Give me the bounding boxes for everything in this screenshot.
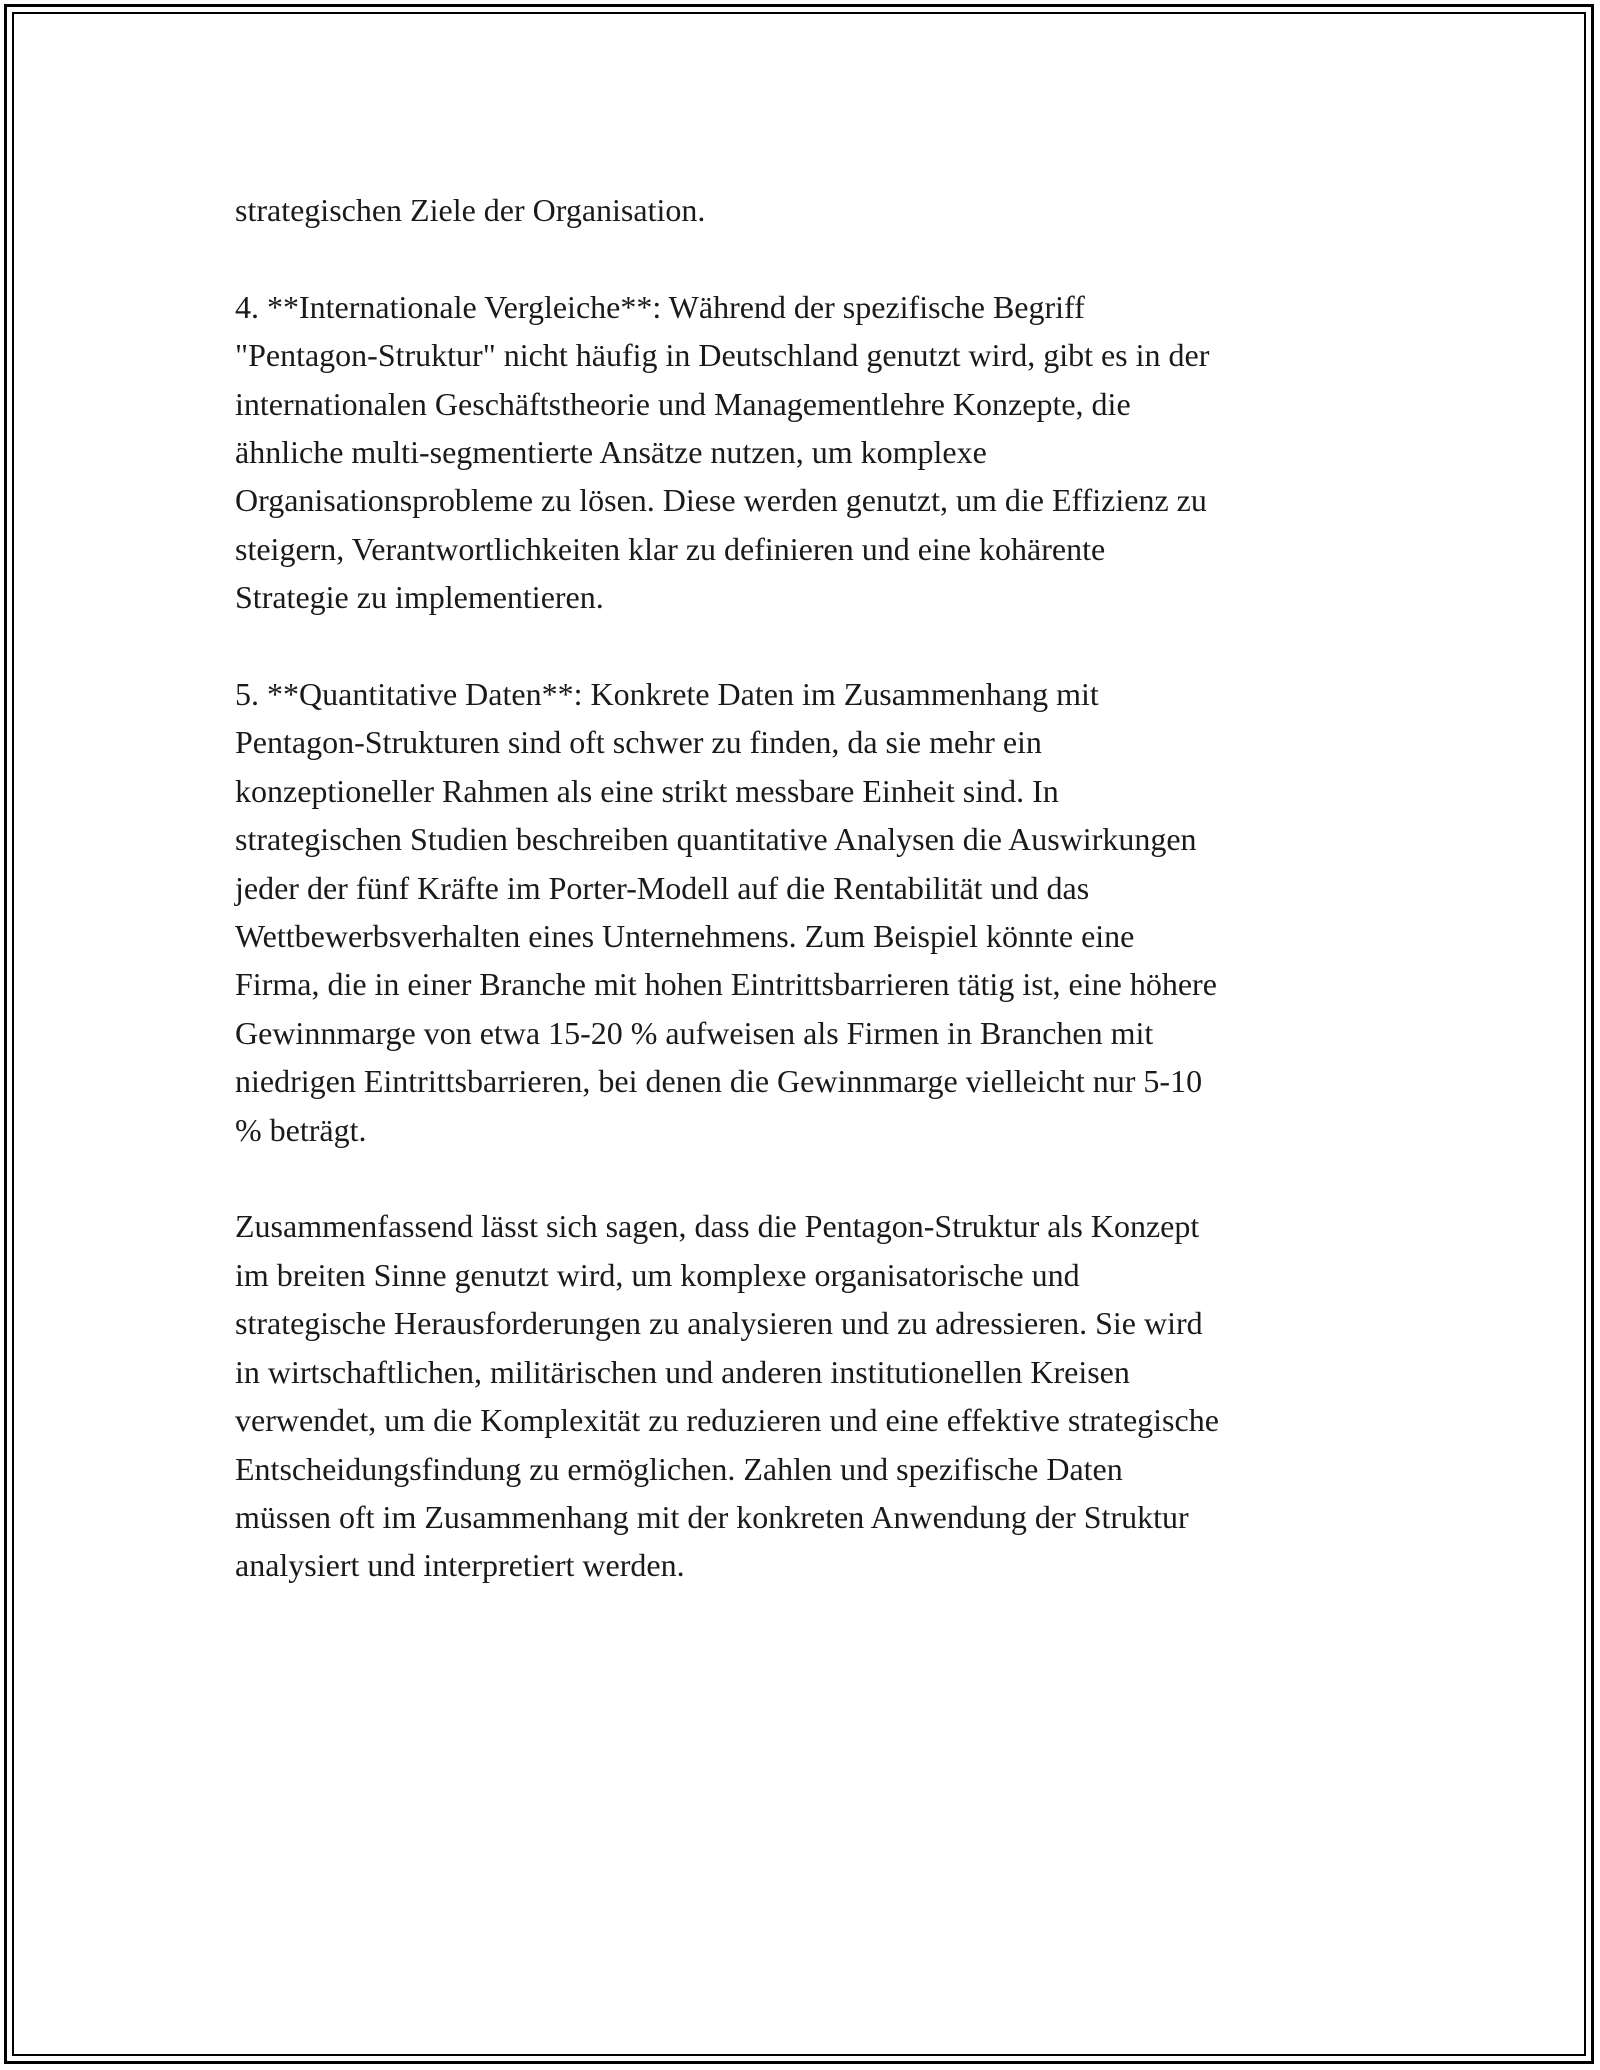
text-line: in wirtschaftlichen, militärischen und anderen institutionellen Kreisen — [235, 1353, 1130, 1390]
text-line: 4. **Internationale Vergleiche**: Während der spezifische Begriff — [235, 288, 1085, 325]
text-line: ähnliche multi-segmentierte Ansätze nutzen, um komplexe — [235, 434, 987, 471]
text-line: strategischen Studien beschreiben quantitative Analysen die Auswirkungen — [235, 821, 1197, 858]
text-line: Strategie zu implementieren. — [235, 579, 604, 616]
text-line: im breiten Sinne genutzt wird, um komplexe organisatorische und — [235, 1256, 1080, 1293]
text-line: Entscheidungsfindung zu ermöglichen. Zahlen und spezifische Daten — [235, 1450, 1123, 1487]
text-line: steigern, Verantwortlichkeiten klar zu definieren und eine kohärente — [235, 530, 1106, 567]
text-line: Organisationsprobleme zu lösen. Diese werden genutzt, um die Effizienz zu — [235, 482, 1207, 519]
text-line: internationalen Geschäftstheorie und Managementlehre Konzepte, die — [235, 385, 1131, 422]
text-line: Wettbewerbsverhalten eines Unternehmens. Zum Beispiel könnte eine — [235, 918, 1135, 955]
paragraph-quantitative-data — [235, 670, 1375, 1154]
text-line: niedrigen Eintrittsbarrieren, bei denen die Gewinnmarge vielleicht nur 5-10 — [235, 1063, 1203, 1100]
document-body — [235, 186, 1375, 1638]
text-line: Gewinnmarge von etwa 15-20 % aufweisen als Firmen in Branchen mit — [235, 1014, 1154, 1051]
text-line: Firma, die in einer Branche mit hohen Eintrittsbarrieren tätig ist, eine höhere — [235, 966, 1217, 1003]
text-line: jeder der fünf Kräfte im Porter-Modell auf die Rentabilität und das — [235, 869, 1090, 906]
text-line: % beträgt. — [235, 1111, 367, 1148]
text-line: strategischen Ziele der Organisation. — [235, 192, 706, 228]
text-line: verwendet, um die Komplexität zu reduzieren und eine effektive strategische — [235, 1402, 1219, 1439]
paragraph-international-comparisons — [235, 283, 1375, 622]
text-line: müssen oft im Zusammenhang mit der konkreten Anwendung der Struktur — [235, 1498, 1189, 1535]
text-line: "Pentagon-Struktur" nicht häufig in Deutschland genutzt wird, gibt es in der — [235, 337, 1210, 374]
paragraph-intro-continuation — [235, 186, 1375, 234]
text-line: 5. **Quantitative Daten**: Konkrete Daten im Zusammenhang mit — [235, 676, 1099, 713]
text-line: strategische Herausforderungen zu analysieren und zu adressieren. Sie wird — [235, 1305, 1203, 1342]
text-line: analysiert und interpretiert werden. — [235, 1547, 685, 1584]
text-line: Pentagon-Strukturen sind oft schwer zu finden, da sie mehr ein — [235, 724, 1042, 761]
paragraph-summary — [235, 1202, 1375, 1589]
text-line: Zusammenfassend lässt sich sagen, dass die Pentagon-Struktur als Konzept — [235, 1208, 1200, 1245]
text-line: konzeptioneller Rahmen als eine strikt messbare Einheit sind. In — [235, 772, 1059, 809]
